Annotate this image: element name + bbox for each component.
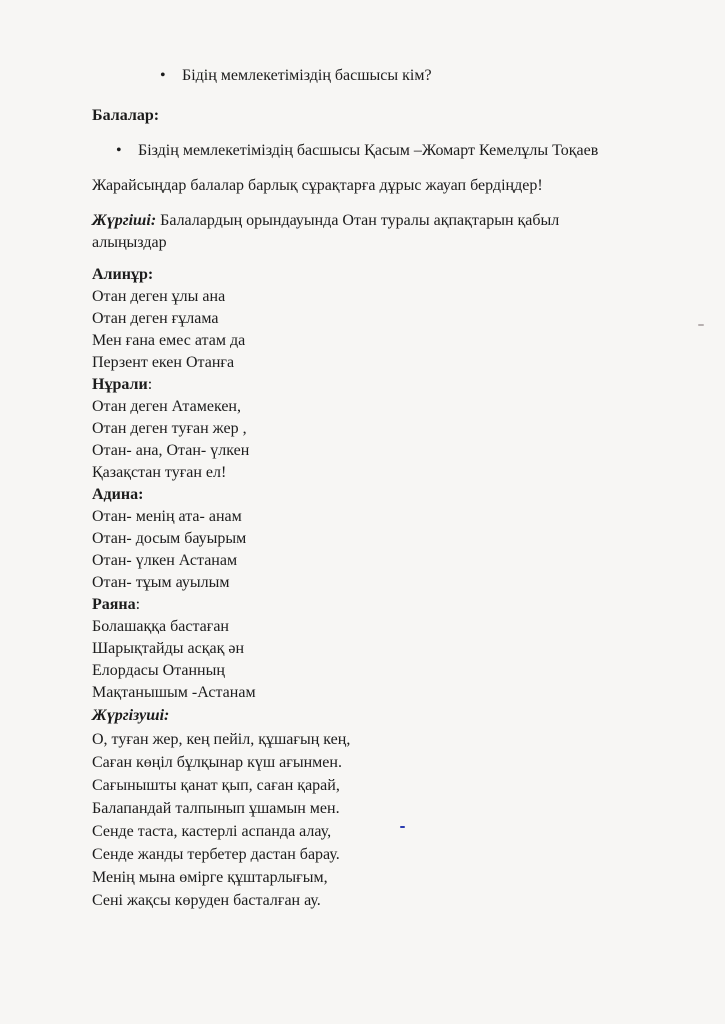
bullet-marker: •	[160, 67, 166, 84]
verse-line: Сенде таста, кастерлі аспанда алау,	[92, 823, 332, 840]
speaker-colon: :	[147, 376, 153, 393]
scan-speck	[698, 324, 704, 326]
bullet-marker: •	[116, 142, 122, 159]
host-intro-line1	[92, 211, 559, 231]
verse-line: Елордасы Отанның	[92, 662, 225, 679]
verse-line: Сағынышты қанат қып, саған қарай,	[92, 777, 340, 794]
host-intro-text: Балалардың орындауында Отан туралы ақпақтарын қабыл	[156, 212, 560, 229]
speaker-colon: :	[135, 596, 141, 613]
speaker-nurali: Нұрали	[92, 376, 148, 393]
speaker-rayana: Раяна	[92, 596, 136, 613]
children-heading: Балалар:	[92, 107, 160, 124]
verse-line: Саған көңіл бұлқынар күш ағынмен.	[92, 754, 342, 771]
bullet-answer-text: Біздің мемлекетіміздің басшысы Қасым –Жомарт Кемелұлы Тоқаев	[138, 142, 599, 159]
speaker-adina: Адина:	[92, 486, 144, 503]
verse-line: Қазақстан туған ел!	[92, 464, 227, 481]
verse-line: Отан- досым бауырым	[92, 530, 247, 547]
verse-line: Шарықтайды асқақ ән	[92, 640, 245, 657]
praise-text: Жарайсыңдар балалар барлық сұрақтарға дұрыс жауап бердіңдер!	[92, 177, 543, 194]
verse-line: Перзент екен Отанға	[92, 354, 235, 371]
ink-speck	[400, 826, 405, 828]
verse-line: Балапандай талпынып ұшамын мен.	[92, 800, 340, 817]
speaker-alinur: Алинұр:	[92, 266, 154, 283]
verse-line: Отан деген туған жер ,	[92, 420, 247, 437]
verse-line: Отан деген ғұлама	[92, 310, 219, 327]
verse-line: Отан деген ұлы ана	[92, 288, 226, 305]
bullet-question	[160, 66, 432, 86]
verse-line: Мен ғана емес атам да	[92, 332, 246, 349]
verse-line: Отан- үлкен Астанам	[92, 552, 238, 569]
verse-line: Отан деген Атамекен,	[92, 398, 241, 415]
verse-line: Мақтанышым -Астанам	[92, 684, 256, 701]
verse-line: Отан- менің ата- анам	[92, 508, 242, 525]
verse-line: Сенде жанды тербетер дастан барау.	[92, 846, 340, 863]
verse-line: Отан- тұым ауылым	[92, 574, 230, 591]
verse-line: Отан- ана, Отан- үлкен	[92, 442, 250, 459]
verse-line: Болашаққа бастаған	[92, 618, 229, 635]
verse-line: Сені жақсы көруден басталған ау.	[92, 892, 321, 909]
speaker-nurali-line	[92, 375, 152, 395]
bullet-answer	[116, 141, 598, 161]
host-intro-label: Жүргіші:	[92, 212, 157, 229]
speaker-host: Жүргізуші:	[92, 707, 170, 724]
bullet-question-text: Бідің мемлекетіміздің басшысы кім?	[182, 67, 432, 84]
verse-line: О, туған жер, кең пейіл, құшағың кең,	[92, 731, 351, 748]
host-intro-line2: алыңыздар	[92, 234, 167, 251]
speaker-rayana-line	[92, 595, 140, 615]
verse-line: Менің мына өмірге құштарлығым,	[92, 869, 328, 886]
